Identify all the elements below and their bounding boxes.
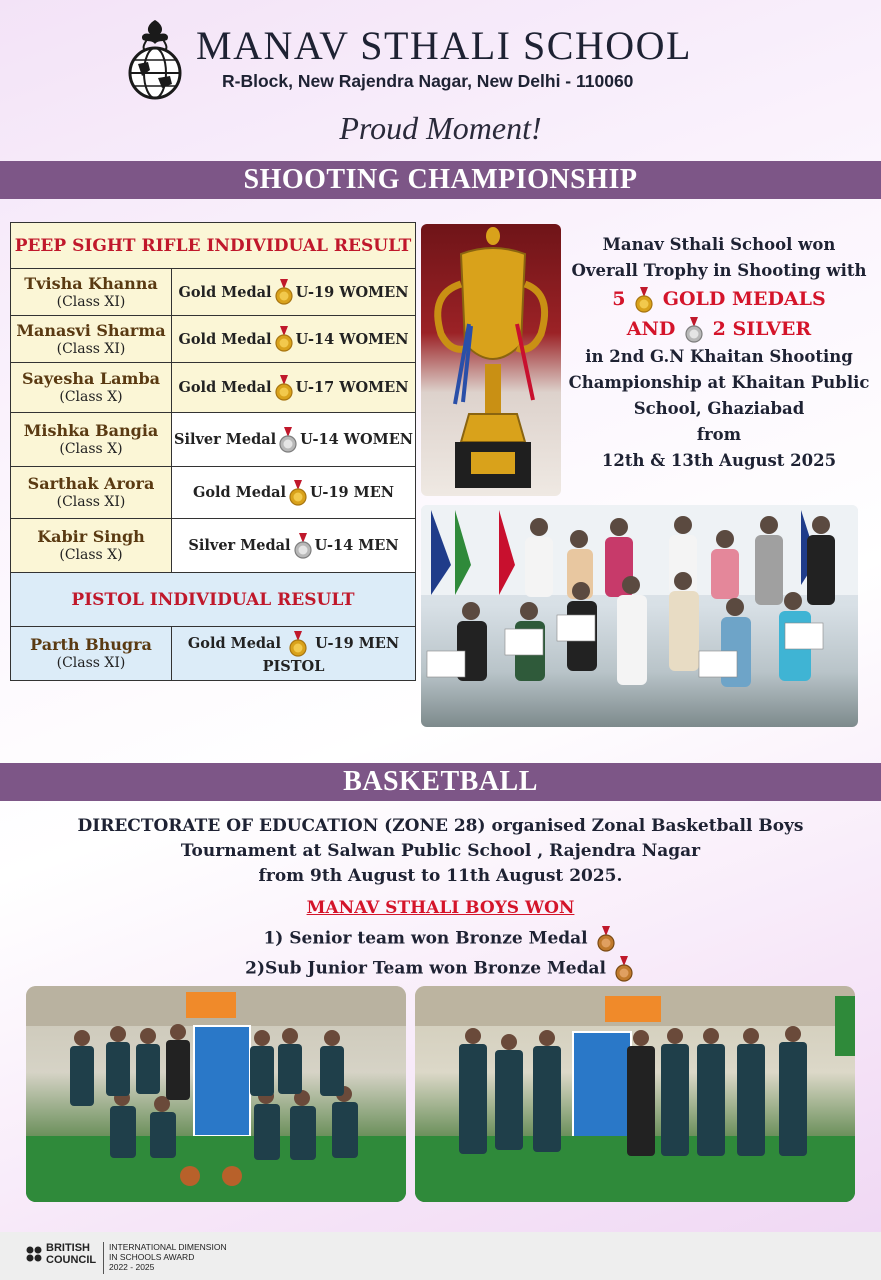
summary-line: from — [696, 425, 742, 444]
result-text: 1) Senior team won Bronze Medal — [263, 928, 588, 949]
medal-type: Silver Medal — [188, 537, 291, 554]
table-row — [11, 413, 415, 467]
group-photo-illustration — [421, 505, 858, 727]
student-class: (Class X) — [59, 441, 123, 457]
table-row — [11, 316, 415, 363]
gold-medal-icon — [275, 279, 293, 305]
sub-junior-team-photo — [26, 986, 406, 1202]
sub-junior-result — [0, 956, 881, 982]
silver-medal-icon — [279, 427, 297, 453]
medal-category: U-19 MEN — [310, 484, 395, 501]
event-name: PISTOL — [262, 657, 325, 675]
table-row — [11, 627, 415, 680]
school-name: MANAV STHALI SCHOOL — [196, 23, 692, 68]
result-text: 2)Sub Junior Team won Bronze Medal — [245, 958, 606, 979]
silver-medals-count — [566, 314, 872, 344]
proud-moment-title: Proud Moment! — [339, 110, 542, 146]
basketball-line: from 9th August to 11th August 2025. — [258, 866, 623, 886]
student-name: Sayesha Lamba — [21, 369, 161, 388]
senior-team-photo — [415, 986, 855, 1202]
student-name: Tvisha Khanna — [24, 273, 158, 293]
student-class: (Class XI) — [56, 340, 126, 357]
british-council-name — [46, 1242, 96, 1266]
award-line: IN SCHOOLS AWARD — [109, 1252, 195, 1262]
senior-result — [0, 926, 881, 952]
basketball-description — [40, 814, 841, 889]
gold-medal-icon — [289, 480, 307, 506]
shooting-summary — [566, 232, 872, 474]
summary-line: School, Ghaziabad — [633, 399, 805, 418]
medal-type: Gold Medal — [178, 379, 272, 396]
basketball-line: Tournament at Salwan Public School , Rajendra Nagar — [180, 841, 701, 861]
team-photo-illustration — [415, 986, 855, 1202]
gold-medal-icon — [275, 375, 293, 401]
student-class: (Class XI) — [56, 655, 126, 671]
basketball-banner: BASKETBALL — [0, 763, 881, 801]
team-photo-illustration — [26, 986, 406, 1202]
medal-category: U-14 MEN — [314, 537, 399, 554]
summary-line: Manav Sthali School won — [602, 235, 836, 254]
gold-medal-icon — [289, 631, 307, 657]
student-class: (Class X) — [59, 389, 123, 405]
medal-category: U-17 WOMEN — [295, 379, 409, 396]
student-name: Sarthak Arora — [27, 474, 155, 493]
silver-label: 2 SILVER — [712, 318, 812, 340]
gold-medal-icon — [635, 287, 653, 313]
summary-line: 12th & 13th August 2025 — [601, 451, 837, 470]
pistol-heading: PISTOL INDIVIDUAL RESULT — [11, 573, 415, 627]
medal-type: Gold Medal — [187, 634, 281, 652]
bronze-medal-icon — [597, 926, 615, 952]
summary-line: in 2nd G.N Khaitan Shooting — [585, 347, 853, 366]
and-label: AND — [626, 318, 676, 340]
british-council-logo-icon — [26, 1246, 42, 1262]
table-row — [11, 269, 415, 316]
trophy-icon — [421, 224, 561, 496]
footer-divider — [103, 1242, 104, 1274]
trophy-photo — [421, 224, 561, 496]
summary-line: Championship at Khaitan Public — [568, 373, 870, 392]
summary-line: Overall Trophy in Shooting with — [571, 261, 867, 280]
gold-medals-count — [566, 284, 872, 314]
table-row — [11, 467, 415, 519]
medal-category: U-14 WOMEN — [300, 431, 414, 448]
shooting-championship-banner: SHOOTING CHAMPIONSHIP — [0, 161, 881, 199]
table-row — [11, 519, 415, 573]
award-text — [109, 1242, 227, 1272]
student-class: (Class X) — [59, 547, 123, 563]
school-logo — [126, 18, 184, 100]
medal-type: Gold Medal — [192, 484, 287, 501]
bronze-medal-icon — [615, 956, 633, 982]
bc-line: COUNCIL — [46, 1254, 97, 1266]
medal-type: Gold Medal — [178, 330, 272, 348]
award-line: INTERNATIONAL DIMENSION — [109, 1242, 227, 1252]
silver-medal-icon — [685, 317, 703, 343]
medal-category: U-19 MEN — [315, 634, 400, 652]
medal-category: U-14 WOMEN — [295, 330, 409, 348]
table-row — [11, 363, 415, 413]
basketball-line: DIRECTORATE OF EDUCATION (ZONE 28) organised Zonal Basketball Boys — [77, 816, 804, 836]
award-line: 2022 - 2025 — [109, 1262, 155, 1272]
student-name: Parth Bhugra — [30, 635, 152, 654]
student-name: Mishka Bangia — [23, 421, 159, 440]
silver-medal-icon — [294, 533, 312, 559]
student-name: Kabir Singh — [37, 527, 145, 546]
gold-label: GOLD MEDALS — [662, 288, 826, 310]
gold-medal-icon — [275, 326, 293, 352]
student-name: Manasvi Sharma — [16, 320, 166, 340]
results-table — [10, 222, 416, 681]
student-class: (Class XI) — [56, 494, 126, 510]
gold-count: 5 — [612, 288, 626, 310]
school-address: R-Block, New Rajendra Nagar, New Delhi - 110060 — [222, 71, 634, 91]
medal-type: Gold Medal — [178, 283, 272, 301]
student-class: (Class XI) — [56, 293, 126, 310]
boys-won-heading: MANAV STHALI BOYS WON — [306, 898, 575, 918]
bc-line: BRITISH — [46, 1242, 90, 1254]
shooting-team-photo — [421, 505, 858, 727]
medal-type: Silver Medal — [173, 431, 277, 448]
rifle-heading: PEEP SIGHT RIFLE INDIVIDUAL RESULT — [11, 223, 415, 269]
medal-category: U-19 WOMEN — [295, 283, 409, 301]
